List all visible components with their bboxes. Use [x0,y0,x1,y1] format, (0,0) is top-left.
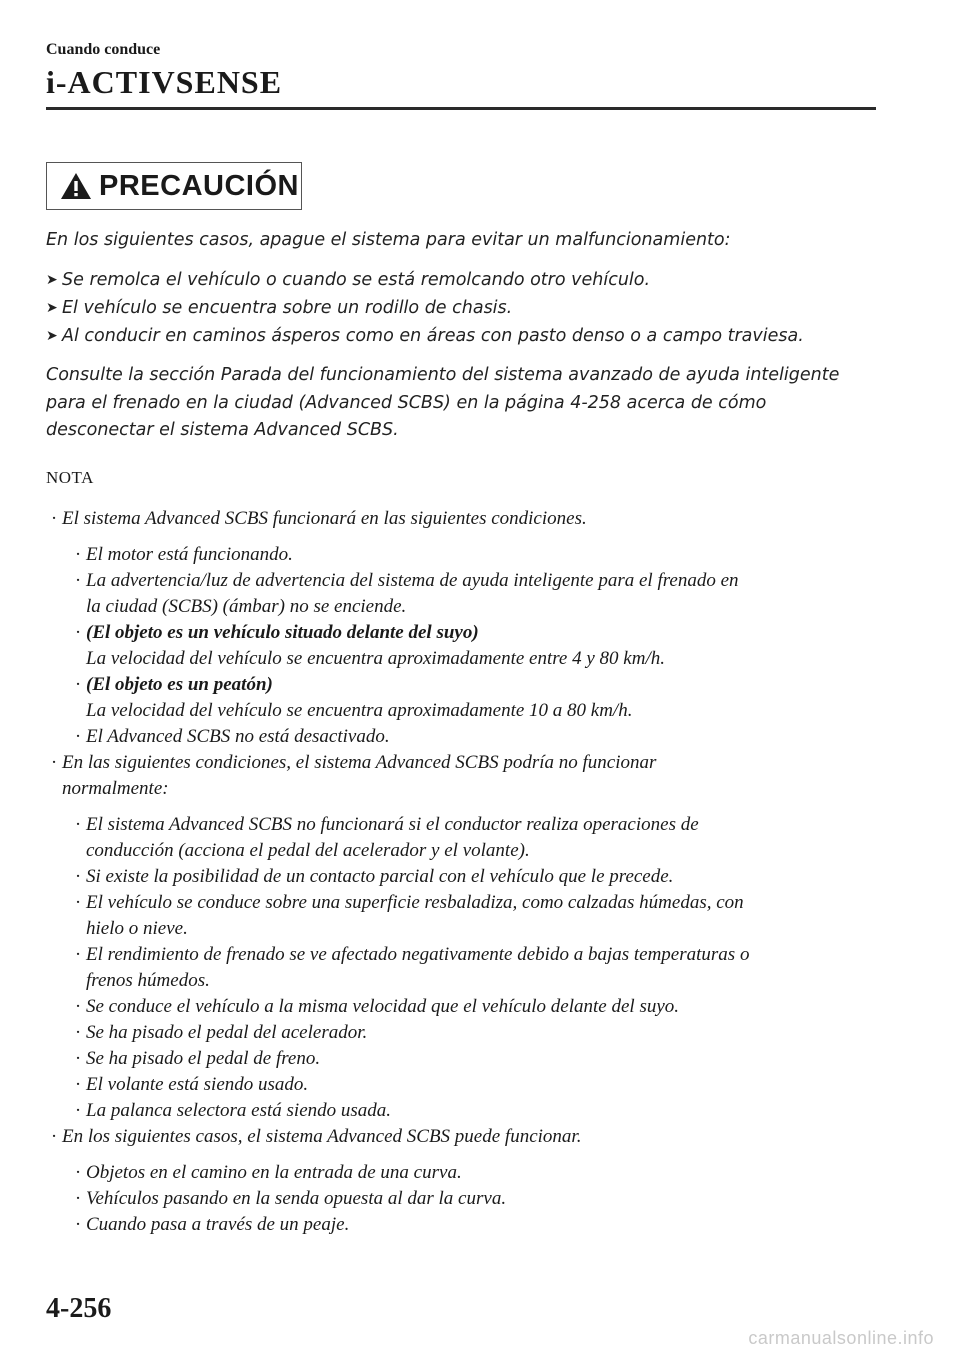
note-sub-item: · Objetos en el camino en la entrada de una curva. [70,1160,886,1186]
arrow-right-icon: ➤ [46,300,58,316]
note-sub-item: · El vehículo se conduce sobre una superficie resbaladiza, como calzadas húmedas, con [70,890,886,916]
note-sub-item-continued: frenos húmedos. [86,970,210,991]
note-sub-item-continued: hielo o nieve. [86,918,188,939]
bullet-dot-icon: · [50,508,58,529]
caution-item: ➤ Se remolca el vehículo o cuando se está remolcando otro vehículo. [46,266,876,294]
note-sub-item: · El sistema Advanced SCBS no funcionará si el conductor realiza operaciones de [70,812,886,838]
note-sub-item: · El motor está funcionando. [70,542,886,568]
warning-triangle-icon [59,171,93,201]
note-sub-item: · El rendimiento de frenado se ve afectado negativamente debido a bajas temperaturas o [70,942,886,968]
note-sub-item-continued: conducción (acciona el pedal del acelerador y el volante). [86,840,530,861]
page-number: 4-256 [46,1293,112,1324]
bullet-dot-icon: · [50,1126,58,1147]
header-rule [46,107,876,110]
caution-item: ➤ Al conducir en caminos ásperos como en áreas con pasto denso o a campo traviesa. [46,322,876,350]
watermark: carmanualsonline.info [748,1328,934,1348]
caution-item: ➤ El vehículo se encuentra sobre un rodillo de chasis. [46,294,876,322]
arrow-right-icon: ➤ [46,272,58,288]
note-sub-item: · Si existe la posibilidad de un contacto parcial con el vehículo que le precede. [70,864,886,890]
note-bullet-continued: normalmente: [62,778,169,799]
caution-box [46,162,302,210]
bullet-dot-icon: · [74,944,82,965]
bullet-dot-icon: · [74,726,82,747]
note-sub-item: · Se ha pisado el pedal de freno. [70,1046,886,1072]
chapter-title: i-ACTIVSENSE [46,64,283,100]
bullet-dot-icon: · [74,1188,82,1209]
note-sub-item: · Se conduce el vehículo a la misma velocidad que el vehículo delante del suyo. [70,994,886,1020]
caution-reference-line: para el frenado en la ciudad (Advanced SCBS) en la página 4-258 acerca de cómo [46,392,767,413]
bullet-dot-icon: · [74,622,82,643]
bullet-dot-icon: · [74,674,82,695]
caution-reference-line: Consulte la sección Parada del funcionamiento del sistema avanzado de ayuda inteligente [46,365,840,385]
note-sub-item: · El volante está siendo usado. [70,1072,886,1098]
bullet-dot-icon: · [74,544,82,565]
note-label: NOTA [46,468,94,487]
note-sub-item-continued: la ciudad (SCBS) (ámbar) no se enciende. [86,596,407,617]
note-sub-item: · (El objeto es un vehículo situado delante del suyo) [70,620,886,646]
note-sub-item: · Cuando pasa a través de un peaje. [70,1212,886,1238]
bullet-dot-icon: · [74,1048,82,1069]
caution-list [46,266,876,350]
note-sub-item: · Vehículos pasando en la senda opuesta al dar la curva. [70,1186,886,1212]
note-sub-item-continued: La velocidad del vehículo se encuentra aproximadamente entre 4 y 80 km/h. [86,648,665,669]
bullet-dot-icon: · [74,996,82,1017]
bullet-dot-icon: · [74,1074,82,1095]
note-sub-item: · Se ha pisado el pedal del acelerador. [70,1020,886,1046]
note-bullet: · En las siguientes condiciones, el sistema Advanced SCBS podría no funcionar [46,750,886,776]
bullet-dot-icon: · [74,814,82,835]
note-sub-item: · La palanca selectora está siendo usada. [70,1098,886,1124]
note-section [46,468,886,1238]
bullet-dot-icon: · [74,1162,82,1183]
arrow-right-icon: ➤ [46,328,58,344]
bullet-dot-icon: · [74,1100,82,1121]
caution-body [46,226,876,445]
page-header [46,40,876,102]
note-sub-item: · La advertencia/luz de advertencia del sistema de ayuda inteligente para el frenado en [70,568,886,594]
bullet-dot-icon: · [74,1214,82,1235]
note-bullet: · En los siguientes casos, el sistema Advanced SCBS puede funcionar. [46,1124,886,1150]
bullet-dot-icon: · [74,1022,82,1043]
section-label: Cuando conduce [46,41,161,58]
bullet-dot-icon: · [74,892,82,913]
note-sub-item: · El Advanced SCBS no está desactivado. [70,724,886,750]
note-bullet: · El sistema Advanced SCBS funcionará en las siguientes condiciones. [46,506,886,532]
bullet-dot-icon: · [74,866,82,887]
bullet-dot-icon: · [74,570,82,591]
caution-intro: En los siguientes casos, apague el sistema para evitar un malfuncionamiento: [46,230,731,250]
bullet-dot-icon: · [50,752,58,773]
note-sub-item-continued: La velocidad del vehículo se encuentra aproximadamente 10 a 80 km/h. [86,700,633,721]
note-sub-item: · (El objeto es un peatón) [70,672,886,698]
caution-title: PRECAUCIÓN [99,169,299,202]
caution-reference-line: desconectar el sistema Advanced SCBS. [46,420,399,440]
